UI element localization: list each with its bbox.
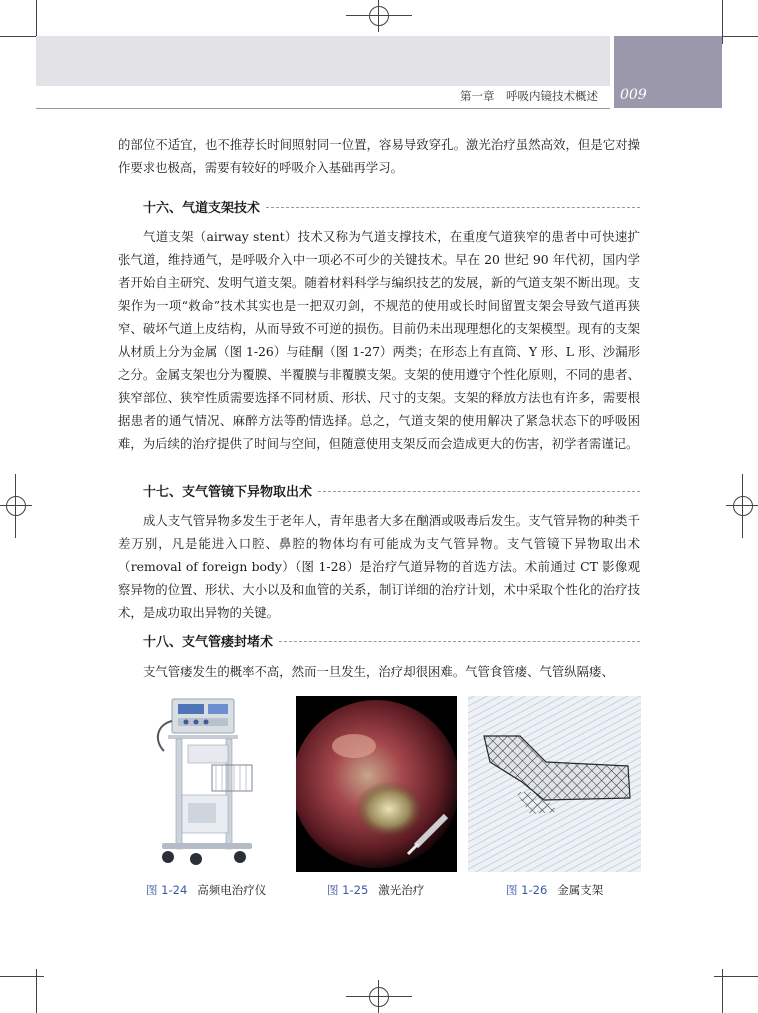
section-16-paragraph: 气道支架（airway stent）技术又称为气道支撑技术，在重度气道狭窄的患者中可快速扩张气道，维持通气，是呼吸介入中一项必不可少的关键技术。早在 20 世纪 90 年代初，国内学者开始自主研究、发明气道支架。随着材料科学与编织技艺的发展，新的气道支架不断出现。支架作为一项“救命”技术其实也是一把双刃剑，不规范的使用或长时间留置支架会导致气道再狭窄、破坏气道上皮结构，从而导致不可逆的损伤。目前仍未出现理想化的支架模型。现有的支架从材质上分为金属（图 1-26）与硅酮（图 1-27）两类；在形态上有直筒、Y 形、L 形、沙漏形之分。金属支架也分为覆膜、半覆膜与非覆膜支架。支架的使用遵守个性化原则，不同的患者、狭窄部位、狭窄性质需要选择不同材质、形状、尺寸的支架。支架的释放方法也有许多，需要根据患者的通气情况、麻醉方法等酌情选择。总之，气道支架的使用解决了紧急状态下的呼吸困难，为后续的治疗提供了时间与空间，但随意使用支架反而会造成更大的伤害，初学者需谨记。 bbox=[118, 229, 640, 451]
intro-paragraph: 的部位不适宜，也不推荐长时间照射同一位置，容易导致穿孔。激光治疗虽然高效，但是它对操作要求也极高，需要有较好的呼吸介入基础再学习。 bbox=[118, 137, 640, 175]
section-title: 十六、气道支架技术 bbox=[143, 200, 261, 216]
section-title: 十八、支气管瘘封堵术 bbox=[143, 634, 274, 650]
figure-caption-1-25 bbox=[327, 882, 424, 898]
figure-caption-1-26 bbox=[506, 882, 603, 898]
figure-laser-therapy-image bbox=[296, 696, 457, 872]
running-header-chapter: 第一章 呼吸内镜技术概述 bbox=[460, 89, 598, 103]
section-heading-17 bbox=[143, 480, 640, 500]
figure-number: 图 1-24 bbox=[146, 883, 188, 897]
section-17-paragraph: 成人支气管异物多发生于老年人，青年患者大多在酗酒或吸毒后发生。支气管异物的种类千差万别，凡是能进入口腔、鼻腔的物体均有可能成为支气管异物。支气管镜下异物取出术（removal of foreign body）（图 1-28）是治疗气道异物的首选方法。术前通过 CT 影像观察异物的位置、形状、大小以及和血管的关系，制订详细的治疗计划，术中采取个性化的治疗技术，是成功取出异物的关键。 bbox=[118, 513, 640, 620]
figure-caption-text: 激光治疗 bbox=[378, 883, 425, 897]
header-band bbox=[36, 36, 610, 86]
figure-electrosurgical-unit-image bbox=[138, 695, 268, 870]
section-dashed-rule bbox=[318, 491, 640, 492]
section-dashed-rule bbox=[266, 207, 640, 208]
page-number: 009 bbox=[620, 87, 647, 103]
figure-caption-text: 高频电治疗仪 bbox=[197, 883, 267, 897]
figure-caption-text: 金属支架 bbox=[557, 883, 604, 897]
section-heading-18 bbox=[143, 630, 640, 650]
figure-metal-stent-image bbox=[468, 696, 641, 872]
section-dashed-rule bbox=[279, 641, 640, 642]
section-18-paragraph: 支气管瘘发生的概率不高，然而一旦发生，治疗却很困难。气管食管瘘、气管纵隔瘘、 bbox=[143, 664, 614, 679]
header-rule bbox=[36, 108, 610, 109]
figure-number: 图 1-26 bbox=[506, 883, 548, 897]
section-heading-16 bbox=[143, 196, 640, 216]
figure-caption-1-24 bbox=[146, 882, 266, 898]
section-title: 十七、支气管镜下异物取出术 bbox=[143, 484, 313, 500]
figure-number: 图 1-25 bbox=[327, 883, 369, 897]
